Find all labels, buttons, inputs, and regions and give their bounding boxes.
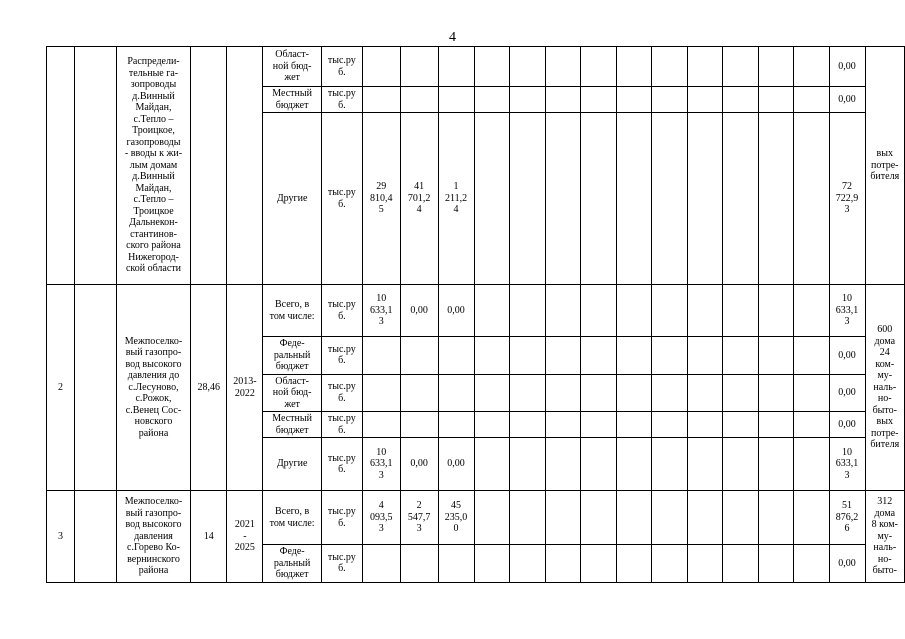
unit: тыс.ру б. bbox=[321, 87, 362, 113]
empty-cell bbox=[474, 412, 510, 438]
empty-cell bbox=[474, 438, 510, 491]
value-year-2 bbox=[400, 374, 438, 412]
unit: тыс.ру б. bbox=[321, 374, 362, 412]
empty-cell bbox=[794, 545, 830, 583]
empty-cell bbox=[652, 412, 688, 438]
empty-cell bbox=[687, 374, 723, 412]
empty-cell bbox=[687, 545, 723, 583]
period: 2021 - 2025 bbox=[227, 491, 263, 583]
empty-cell bbox=[652, 374, 688, 412]
value-total: 0,00 bbox=[829, 337, 865, 375]
empty-cell bbox=[758, 374, 794, 412]
value-year-2 bbox=[400, 545, 438, 583]
length: 14 bbox=[191, 491, 227, 583]
table-row bbox=[47, 491, 905, 545]
value-year-1: 29 810,4 5 bbox=[362, 113, 400, 285]
empty-cell bbox=[581, 545, 617, 583]
value-year-3: 45 235,0 0 bbox=[438, 491, 474, 545]
funding-source: Местный бюджет bbox=[263, 412, 321, 438]
unit: тыс.ру б. bbox=[321, 47, 362, 87]
empty-cell bbox=[794, 412, 830, 438]
value-year-3: 1 211,2 4 bbox=[438, 113, 474, 285]
empty-cell bbox=[687, 491, 723, 545]
length: 28,46 bbox=[191, 285, 227, 491]
value-total: 0,00 bbox=[829, 374, 865, 412]
empty-cell bbox=[652, 491, 688, 545]
value-year-2 bbox=[400, 337, 438, 375]
empty-cell bbox=[616, 113, 652, 285]
value-year-1 bbox=[362, 47, 400, 87]
value-year-1: 10 633,1 3 bbox=[362, 438, 400, 491]
unit: тыс.ру б. bbox=[321, 438, 362, 491]
value-year-1 bbox=[362, 412, 400, 438]
value-year-1 bbox=[362, 545, 400, 583]
empty-cell bbox=[545, 438, 581, 491]
empty-cell bbox=[616, 491, 652, 545]
empty-cell bbox=[510, 412, 546, 438]
value-year-2: 2 547,7 3 bbox=[400, 491, 438, 545]
empty-cell bbox=[581, 374, 617, 412]
empty-cell bbox=[687, 285, 723, 337]
empty-cell bbox=[794, 438, 830, 491]
value-year-1: 10 633,1 3 bbox=[362, 285, 400, 337]
empty-cell bbox=[474, 337, 510, 375]
empty-cell bbox=[652, 113, 688, 285]
empty-cell bbox=[616, 374, 652, 412]
empty-cell bbox=[687, 113, 723, 285]
empty-cell bbox=[581, 113, 617, 285]
empty-cell bbox=[474, 47, 510, 87]
funding-source: Всего, в том числе: bbox=[263, 285, 321, 337]
empty-cell bbox=[616, 87, 652, 113]
empty-cell bbox=[758, 438, 794, 491]
empty-cell bbox=[510, 87, 546, 113]
empty-cell bbox=[581, 412, 617, 438]
value-total: 72 722,9 3 bbox=[829, 113, 865, 285]
empty-cell bbox=[652, 337, 688, 375]
value-total: 10 633,1 3 bbox=[829, 438, 865, 491]
value-year-2: 0,00 bbox=[400, 438, 438, 491]
funding-source: Местный бюджет bbox=[263, 87, 321, 113]
empty-cell bbox=[616, 438, 652, 491]
empty-cell bbox=[794, 113, 830, 285]
empty-cell bbox=[581, 87, 617, 113]
empty-cell bbox=[510, 47, 546, 87]
empty-cell bbox=[474, 545, 510, 583]
unit: тыс.ру б. bbox=[321, 491, 362, 545]
empty-cell bbox=[510, 337, 546, 375]
empty-cell bbox=[581, 438, 617, 491]
value-total: 0,00 bbox=[829, 87, 865, 113]
empty-cell bbox=[687, 337, 723, 375]
empty-cell bbox=[723, 374, 759, 412]
empty-cell bbox=[723, 113, 759, 285]
empty-cell bbox=[652, 47, 688, 87]
value-year-2: 41 701,2 4 bbox=[400, 113, 438, 285]
row-number: 2 bbox=[47, 285, 75, 491]
funding-source: Другие bbox=[263, 113, 321, 285]
empty-cell bbox=[581, 47, 617, 87]
object-name: Межпоселко- вый газопро- вод высокого давления до с.Лесуново, с.Рожок, с.Венец Сос- новского района bbox=[116, 285, 191, 491]
empty-cell bbox=[758, 87, 794, 113]
empty-cell bbox=[545, 113, 581, 285]
value-year-2: 0,00 bbox=[400, 285, 438, 337]
empty-cell bbox=[758, 285, 794, 337]
empty-cell bbox=[723, 285, 759, 337]
value-year-3 bbox=[438, 87, 474, 113]
empty-cell bbox=[545, 491, 581, 545]
table-row bbox=[47, 47, 905, 87]
table-row bbox=[47, 285, 905, 337]
empty-cell bbox=[687, 47, 723, 87]
empty-cell bbox=[723, 412, 759, 438]
value-year-1 bbox=[362, 337, 400, 375]
value-year-3 bbox=[438, 374, 474, 412]
value-total: 10 633,1 3 bbox=[829, 285, 865, 337]
object-name: Распредели- тельные га- зопроводы д.Винный Майдан, с.Тепло – Троицкое, газопроводы - вводы к жи- лым домам д.Винный Майдан, с.Тепло – Троицкое Дальнекон- стантинов- ского района Нижегород- ской области bbox=[116, 47, 191, 285]
funding-source: Феде- ральный бюджет bbox=[263, 337, 321, 375]
empty-cell bbox=[510, 374, 546, 412]
empty-cell bbox=[758, 412, 794, 438]
unit: тыс.ру б. bbox=[321, 113, 362, 285]
value-year-2 bbox=[400, 47, 438, 87]
empty-cell bbox=[510, 491, 546, 545]
empty-cell bbox=[723, 47, 759, 87]
unit: тыс.ру б. bbox=[321, 545, 362, 583]
empty-cell bbox=[794, 47, 830, 87]
empty-cell bbox=[581, 491, 617, 545]
empty-cell bbox=[794, 374, 830, 412]
empty-cell bbox=[74, 491, 116, 583]
value-year-3: 0,00 bbox=[438, 285, 474, 337]
empty-cell bbox=[581, 337, 617, 375]
unit: тыс.ру б. bbox=[321, 412, 362, 438]
empty-cell bbox=[474, 285, 510, 337]
empty-cell bbox=[758, 47, 794, 87]
empty-cell bbox=[758, 491, 794, 545]
period: 2013- 2022 bbox=[227, 285, 263, 491]
empty-cell bbox=[687, 412, 723, 438]
empty-cell bbox=[510, 545, 546, 583]
empty-cell bbox=[616, 285, 652, 337]
empty-cell bbox=[616, 47, 652, 87]
row-number-cell bbox=[47, 47, 75, 285]
empty-cell bbox=[687, 87, 723, 113]
value-year-3 bbox=[438, 47, 474, 87]
empty-cell bbox=[510, 285, 546, 337]
funding-source: Област- ной бюд- жет bbox=[263, 47, 321, 87]
empty-cell bbox=[652, 87, 688, 113]
empty-cell bbox=[758, 545, 794, 583]
empty-cell bbox=[545, 285, 581, 337]
funding-source: Другие bbox=[263, 438, 321, 491]
page-number: 4 bbox=[449, 30, 456, 45]
row-number: 3 bbox=[47, 491, 75, 583]
expected-result: 600 дома 24 ком- му- наль- но- быто- вых потре- бителя bbox=[865, 285, 904, 491]
expected-result: 312 дома 8 ком- му- наль- но- быто- bbox=[865, 491, 904, 583]
empty-cell bbox=[545, 87, 581, 113]
empty-cell bbox=[758, 113, 794, 285]
value-year-1 bbox=[362, 87, 400, 113]
unit: тыс.ру б. bbox=[321, 285, 362, 337]
value-year-1 bbox=[362, 374, 400, 412]
empty-cell bbox=[652, 438, 688, 491]
empty-cell bbox=[510, 438, 546, 491]
empty-cell bbox=[687, 438, 723, 491]
empty-cell bbox=[581, 285, 617, 337]
empty-cell bbox=[794, 337, 830, 375]
empty-cell bbox=[794, 87, 830, 113]
empty-cell bbox=[545, 47, 581, 87]
value-year-2 bbox=[400, 87, 438, 113]
value-year-3 bbox=[438, 412, 474, 438]
unit: тыс.ру б. bbox=[321, 337, 362, 375]
empty-cell bbox=[652, 545, 688, 583]
empty-cell bbox=[723, 545, 759, 583]
value-year-3 bbox=[438, 337, 474, 375]
empty-cell bbox=[474, 491, 510, 545]
funding-source: Феде- ральный бюджет bbox=[263, 545, 321, 583]
empty-cell bbox=[794, 285, 830, 337]
value-total: 51 876,2 6 bbox=[829, 491, 865, 545]
empty-cell bbox=[474, 374, 510, 412]
empty-cell bbox=[616, 412, 652, 438]
empty-cell bbox=[510, 113, 546, 285]
value-total: 0,00 bbox=[829, 47, 865, 87]
period-cell bbox=[227, 47, 263, 285]
empty-cell bbox=[74, 285, 116, 491]
empty-cell bbox=[474, 87, 510, 113]
empty-cell bbox=[794, 491, 830, 545]
empty-cell bbox=[545, 337, 581, 375]
empty-cell bbox=[474, 113, 510, 285]
length-cell bbox=[191, 47, 227, 285]
empty-cell bbox=[545, 545, 581, 583]
empty-cell bbox=[616, 337, 652, 375]
empty-cell bbox=[723, 337, 759, 375]
empty-cell bbox=[723, 491, 759, 545]
value-year-2 bbox=[400, 412, 438, 438]
value-total: 0,00 bbox=[829, 545, 865, 583]
empty-cell bbox=[545, 412, 581, 438]
program-table bbox=[46, 46, 905, 583]
value-year-1: 4 093,5 3 bbox=[362, 491, 400, 545]
funding-source: Всего, в том числе: bbox=[263, 491, 321, 545]
empty-cell bbox=[723, 438, 759, 491]
funding-source: Област- ной бюд- жет bbox=[263, 374, 321, 412]
empty-cell bbox=[616, 545, 652, 583]
object-name: Межпоселко- вый газопро- вод высокого давления с.Горево Ко- вернинского района bbox=[116, 491, 191, 583]
empty-cell bbox=[652, 285, 688, 337]
empty-cell bbox=[74, 47, 116, 285]
value-year-3 bbox=[438, 545, 474, 583]
empty-cell bbox=[723, 87, 759, 113]
value-year-3: 0,00 bbox=[438, 438, 474, 491]
value-total: 0,00 bbox=[829, 412, 865, 438]
empty-cell bbox=[758, 337, 794, 375]
expected-result: вых потре- бителя bbox=[865, 47, 904, 285]
empty-cell bbox=[545, 374, 581, 412]
